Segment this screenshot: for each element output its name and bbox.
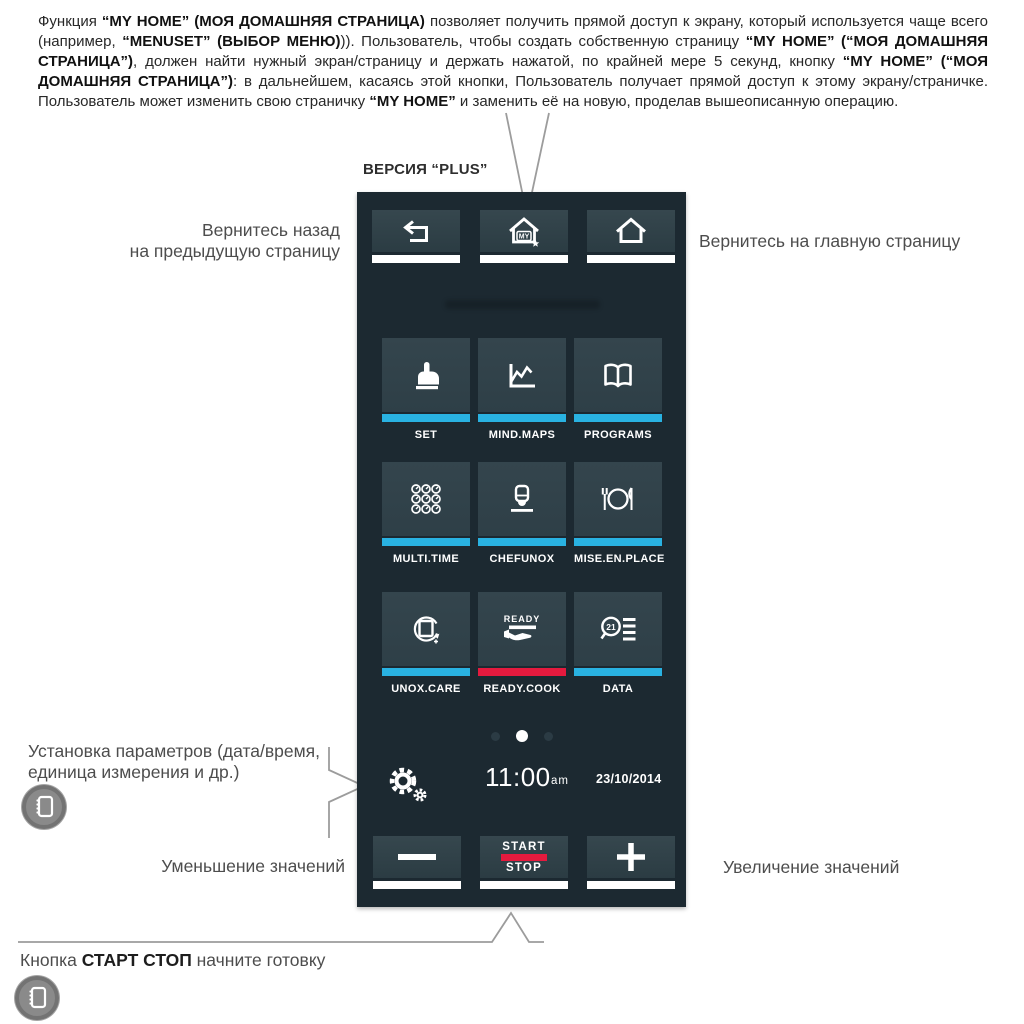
intro-segment: позволяет получить прямой доступ к экрану, который используется чаще всего (например, (38, 13, 988, 50)
tile-mise-en-place[interactable] (574, 462, 665, 565)
ready-icon-text: READY (503, 614, 541, 624)
tile-unox-care-label: UNOX.CARE (391, 683, 461, 695)
tile-data-face[interactable] (574, 592, 662, 666)
back-button-underline (372, 255, 460, 263)
manual-booklet-icon (25, 985, 49, 1011)
tile-multi-time-face[interactable] (382, 462, 470, 536)
intro-segment-bold: “MY HOME” (МОЯ ДОМАШНЯЯ СТРАНИЦА) (101, 13, 425, 30)
tile-programs[interactable] (574, 338, 662, 441)
caption-start-stop-seg: начните готовку (191, 950, 326, 970)
tile-mise-en-place-label: MISE.EN.PLACE (574, 553, 665, 565)
caption-back-line1: Вернитесь назад (201, 220, 340, 240)
intro-segment: )). Пользователь, чтобы создать собственную страницу (340, 33, 746, 50)
intro-segment: : в дальнейшем, касаясь этой кнопки, Пользователь получает прямой доступ к этому экрану/страничке. Пользователь может изменить свою страничку (38, 73, 988, 110)
manual-icon (15, 976, 59, 1020)
tile-ready-cook-face[interactable] (478, 592, 566, 666)
plus-button-face[interactable] (587, 836, 675, 878)
tile-ready-cook-label: READY.COOK (483, 683, 561, 695)
minus-button[interactable] (373, 836, 461, 889)
plate-cutlery-icon (598, 485, 638, 513)
plus-button[interactable] (587, 836, 675, 889)
intro-segment-bold: “MY HOME” (“МОЯ ДОМАШНЯЯ СТРАНИЦА”) (38, 33, 989, 70)
tile-data-label: DATA (602, 683, 634, 695)
callout-startstop-line (18, 913, 544, 942)
start-label: START (502, 840, 546, 853)
tile-data-bar (574, 668, 662, 676)
back-arrow-icon (399, 217, 433, 245)
tile-set[interactable] (382, 338, 470, 441)
caption-settings-line1: Установка параметров (дата/время, (28, 741, 321, 761)
data-icon-digits: 21 (606, 622, 616, 632)
tile-programs-label: PROGRAMS (584, 429, 652, 441)
intro-segment: Функция (38, 13, 102, 30)
start-stop-button-underline (480, 881, 568, 889)
tile-chefunox[interactable] (478, 462, 566, 565)
plus-button-underline (587, 881, 675, 889)
page-indicator (357, 726, 686, 746)
tile-multi-time-label: MULTI.TIME (392, 553, 460, 565)
caption-start-stop-bold: СТАРТ СТОП (81, 950, 192, 970)
home-button-underline (587, 255, 675, 263)
intro-segment: , должен найти нужный экран/страницу и держать нажатой, по крайней мере 5 секунд, кнопку (133, 53, 843, 70)
date-value: 23/10/2014 (596, 772, 662, 786)
caption-start-stop (20, 950, 325, 971)
tile-programs-face[interactable] (574, 338, 662, 412)
tile-mise-en-place-bar (574, 538, 662, 546)
tile-ready-cook[interactable] (478, 592, 566, 695)
rotate-care-icon (408, 612, 444, 646)
open-book-icon (599, 360, 637, 390)
ready-tray-icon (501, 613, 543, 645)
tile-mind-maps-face[interactable] (478, 338, 566, 412)
my-home-button-face[interactable] (480, 210, 568, 252)
time-value: 11:00 (485, 762, 551, 792)
tile-chefunox-label: CHEFUNOX (489, 553, 555, 565)
minus-button-underline (373, 881, 461, 889)
minus-button-face[interactable] (373, 836, 461, 878)
tile-set-face[interactable] (382, 338, 470, 412)
caption-home: Вернитесь на главную страницу (699, 231, 961, 251)
caption-settings-line2: единица измерения и др.) (28, 762, 240, 782)
caption-increase: Увеличение значений (723, 857, 900, 877)
caption-settings (28, 741, 320, 783)
caption-start-stop-seg: Кнопка (20, 950, 82, 970)
touch-hand-icon (408, 359, 444, 391)
tile-unox-care-bar (382, 668, 470, 676)
oven-touchscreen-panel (357, 192, 686, 907)
my-home-button-underline (480, 255, 568, 263)
intro-segment-bold: “MY HOME” (369, 93, 456, 110)
page-dot-2-active[interactable] (516, 730, 528, 742)
intro-segment-bold: “MENUSET” (ВЫБОР МЕНЮ) (122, 33, 341, 50)
tile-mind-maps[interactable] (478, 338, 566, 441)
tile-mind-maps-label: MIND.MAPS (488, 429, 556, 441)
home-button-face[interactable] (587, 210, 675, 252)
back-button[interactable] (372, 210, 460, 263)
intro-segment-bold: “MY HOME” (“МОЯ ДОМАШНЯЯ СТРАНИЦА”) (38, 53, 988, 90)
tile-data[interactable] (574, 592, 662, 695)
meridiem-value: am (551, 775, 569, 787)
my-home-icon-label: MY (518, 233, 530, 241)
tile-chefunox-face[interactable] (478, 462, 566, 536)
caption-back (90, 220, 340, 262)
tile-ready-cook-bar (478, 668, 566, 676)
plus-icon (613, 839, 649, 875)
tile-programs-bar (574, 414, 662, 422)
page-dot-1[interactable] (491, 732, 500, 741)
tile-set-bar (382, 414, 470, 422)
page-dot-3[interactable] (544, 732, 553, 741)
gear-icon (384, 764, 430, 804)
caption-decrease: Уменьшение значений (161, 856, 345, 876)
back-button-face[interactable] (372, 210, 460, 252)
start-stop-button[interactable] (480, 836, 568, 889)
magnifier-list-icon (599, 614, 637, 644)
tile-unox-care[interactable] (382, 592, 470, 695)
minus-icon (398, 854, 436, 860)
start-stop-button-face[interactable] (480, 836, 568, 878)
caption-back-line2: на предыдущую страницу (129, 241, 340, 261)
my-home-button[interactable] (480, 210, 568, 263)
version-label: ВЕРСИЯ “PLUS” (363, 161, 488, 178)
chef-hat-icon (505, 483, 539, 515)
manual-icon (22, 785, 66, 829)
intro-segment: и заменить её на новую, проделав вышеописанную операцию. (455, 93, 899, 110)
settings-button[interactable] (384, 764, 430, 809)
tile-mise-en-place-face[interactable] (574, 462, 662, 536)
tile-multi-time[interactable] (382, 462, 470, 565)
tile-mind-maps-bar (478, 414, 566, 422)
intro-paragraph (38, 12, 988, 112)
tile-set-label: SET (414, 429, 438, 441)
home-button[interactable] (587, 210, 675, 263)
tile-multi-time-bar (382, 538, 470, 546)
start-stop-red-bar (501, 854, 547, 861)
tile-unox-care-face[interactable] (382, 592, 470, 666)
manual-booklet-icon (32, 794, 56, 820)
stop-label: STOP (506, 861, 542, 874)
line-chart-icon (504, 359, 540, 391)
multi-clock-icon (408, 482, 444, 516)
tile-chefunox-bar (478, 538, 566, 546)
home-icon (611, 214, 651, 248)
my-home-icon (504, 214, 544, 248)
faint-screen-text (445, 300, 600, 309)
